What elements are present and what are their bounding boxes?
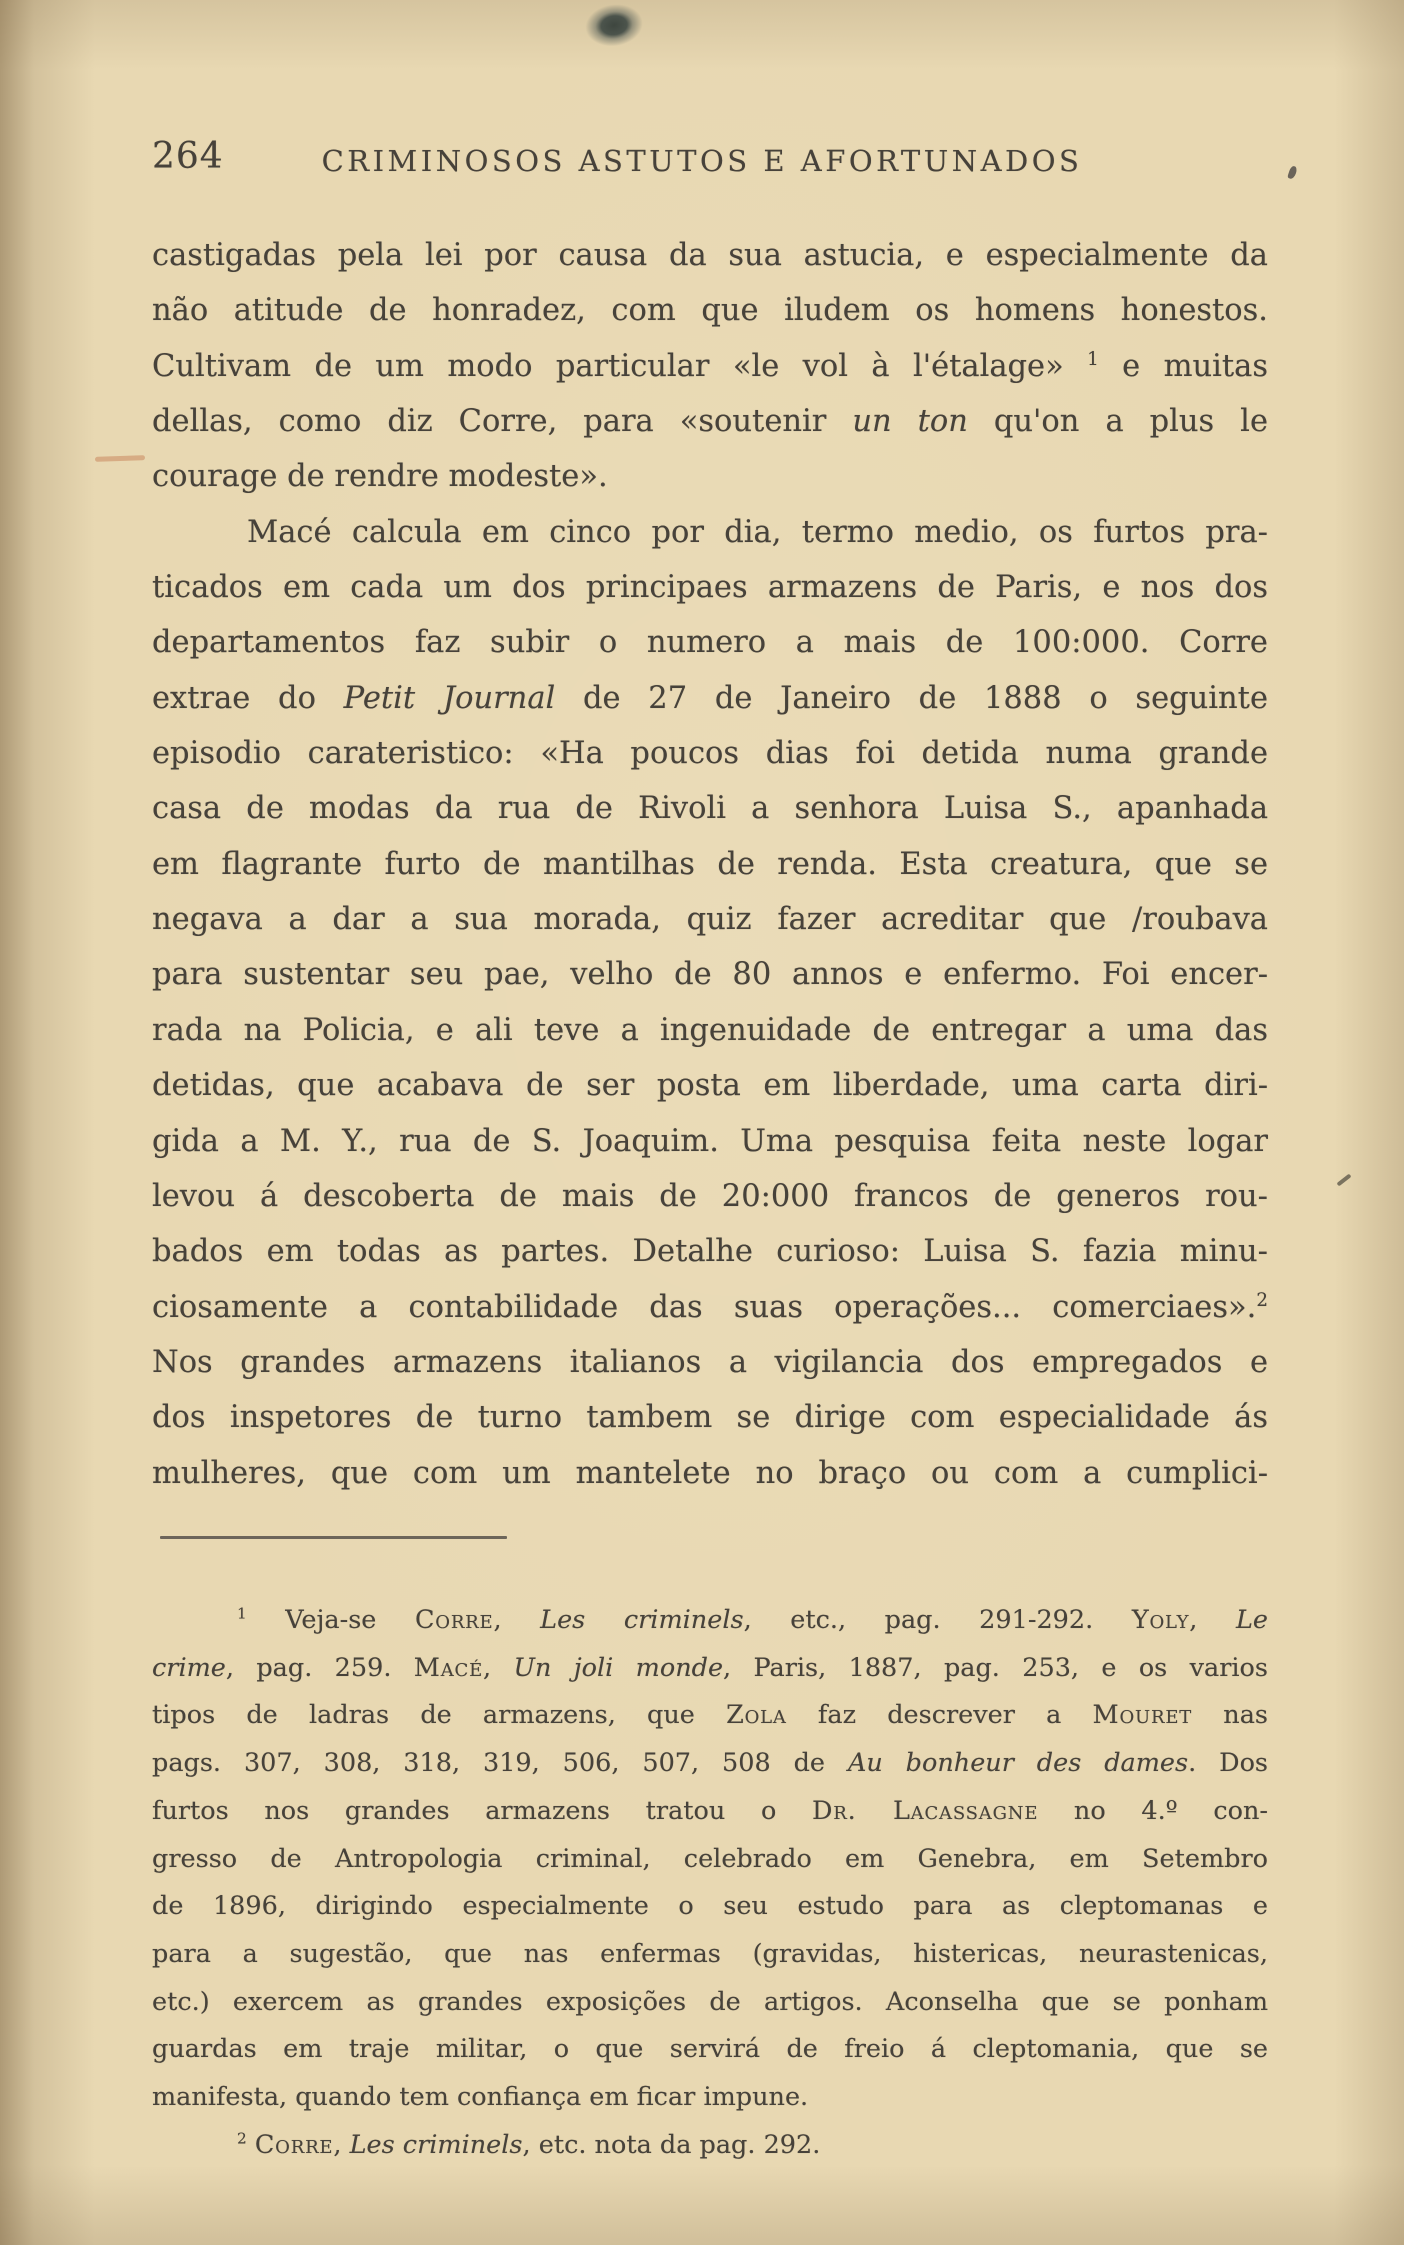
page-number: 264 [152, 136, 224, 177]
text-segment: de 1896, dirigindo especialmente o seu estudo para as cleptomanas e [152, 1891, 1268, 1922]
text-line [152, 560, 1268, 615]
text-segment: furtos nos grandes armazens tratou o [152, 1795, 812, 1826]
text-segment: rada na Policia, e ali teve a ingenuidade de entregar a uma das [152, 1012, 1268, 1048]
text-segment: nas [1192, 1700, 1269, 1731]
text-segment: , etc. nota da pag. 292. [522, 2129, 821, 2160]
text-line [152, 892, 1268, 947]
text-line [152, 449, 1268, 504]
text-line [152, 2122, 1268, 2170]
text-line [152, 781, 1268, 836]
text-segment: , pag. 259. [225, 1652, 414, 1683]
text-segment: faz descrever a [786, 1700, 1093, 1731]
text-segment: Veja-se [246, 1605, 415, 1635]
text-segment: , [333, 2129, 350, 2160]
text-line [152, 228, 1268, 283]
footnote-marker: 2 [237, 2129, 247, 2148]
text-segment: castigadas pela lei por causa da sua astucia, e especialmente da [152, 238, 1268, 273]
left-margin-dash-artifact [95, 455, 145, 462]
text-segment: Les criminels [349, 2129, 523, 2160]
footnote-marker: 2 [1256, 1289, 1268, 1311]
text-segment: Corre [254, 2129, 334, 2160]
text-segment: negava a dar a sua morada, quiz fazer acreditar que /roubava [152, 902, 1268, 938]
text-segment: ciosamente a contabilidade das suas operações... comerciaes». [152, 1289, 1257, 1325]
text-segment: casa de modas da rua de Rivoli a senhora Luisa S., apanhada [152, 791, 1268, 827]
text-line [152, 1335, 1268, 1390]
text-segment: detidas, que acabava de ser posta em liberdade, uma carta diri- [152, 1068, 1268, 1104]
text-segment: gida a M. Y., rua de S. Joaquim. Uma pesquisa feita neste logar [152, 1123, 1268, 1159]
text-segment [247, 2130, 255, 2160]
text-line [152, 283, 1268, 338]
text-line [152, 1883, 1268, 1931]
text-segment: mulheres, que com um mantelete no braço ou com a cumplici- [152, 1455, 1268, 1491]
text-line [152, 1390, 1268, 1445]
text-line [152, 1058, 1268, 1113]
text-segment: manifesta, quando tem confiança em ficar impune. [152, 2082, 809, 2113]
text-line [152, 1169, 1268, 1224]
text-line [152, 1003, 1268, 1058]
text-segment: un ton [852, 404, 968, 440]
text-segment: não atitude de honradez, com que iludem os homens honestos. [152, 293, 1268, 329]
ink-smudge-artifact [583, 0, 654, 60]
text-segment: episodio carateristico: «Ha poucos dias foi detida numa grande [152, 736, 1268, 772]
text-line [152, 1836, 1268, 1884]
text-segment: extrae do [152, 680, 344, 716]
text-line [152, 726, 1268, 781]
text-segment: pags. 307, 308, 318, 319, 506, 507, 508 de [152, 1748, 848, 1779]
text-line [152, 2074, 1268, 2122]
text-segment: Un joli monde [513, 1652, 724, 1683]
text-segment: Au bonheur des dames [847, 1748, 1189, 1779]
text-line [152, 2026, 1268, 2074]
text-segment: e muitas [1098, 348, 1268, 384]
footnote-marker: 1 [237, 1604, 247, 1623]
text-line [152, 394, 1268, 449]
text-segment: em flagrante furto de mantilhas de renda. Esta creatura, que se [152, 846, 1268, 882]
text-line [152, 505, 1268, 560]
text-segment: Dr. Lacassagne [811, 1795, 1039, 1826]
text-line [152, 615, 1268, 670]
text-line [152, 1224, 1268, 1279]
text-segment: gresso de Antropologia criminal, celebrado em Genebra, em Setembro [152, 1843, 1268, 1874]
text-segment: , Paris, 1887, pag. 253, e os varios [723, 1652, 1268, 1683]
text-segment: departamentos faz subir o numero a mais de 100:000. Corre [152, 625, 1268, 661]
text-line [152, 1692, 1268, 1740]
footnotes [152, 1597, 1268, 2169]
text-line [152, 1280, 1268, 1335]
text-segment: para a sugestão, que nas enfermas (gravidas, histericas, neurastenicas, [152, 1938, 1268, 1969]
text-segment: levou á descoberta de mais de 20:000 francos de generos rou- [152, 1178, 1268, 1214]
text-segment: Mouret [1092, 1700, 1193, 1731]
text-segment: , [1189, 1605, 1236, 1635]
text-segment: Cultivam de um modo particular «le vol à l'étalage» [152, 348, 1088, 384]
text-segment: dos inspetores de turno tambem se dirige com especialidade ás [152, 1400, 1268, 1436]
text-segment: no 4.º con- [1038, 1795, 1268, 1826]
text-line [152, 339, 1268, 394]
text-segment: Yoly [1131, 1605, 1190, 1635]
text-segment: Corre [414, 1605, 494, 1635]
text-segment: ticados em cada um dos principaes armazens de Paris, e nos dos [152, 570, 1268, 606]
text-segment: Les criminels [540, 1605, 744, 1635]
text-segment: bados em todas as partes. Detalhe curioso: Luisa S. fazia minu- [152, 1234, 1268, 1270]
text-segment: Zola [726, 1700, 787, 1731]
text-line [152, 1446, 1268, 1501]
footnote-separator-rule [160, 1536, 507, 1539]
right-margin-tick-artifact [1336, 1173, 1351, 1186]
text-segment: , etc., pag. 291-292. [743, 1605, 1132, 1635]
body-text [152, 228, 1268, 1501]
text-line [152, 947, 1268, 1002]
text-segment: guardas em traje militar, o que servirá de freio á cleptomania, que se [152, 2034, 1268, 2065]
text-line [152, 1114, 1268, 1169]
text-segment: tipos de ladras de armazens, que [152, 1700, 727, 1731]
text-segment: dellas, como diz Corre, para «soutenir [152, 404, 853, 440]
text-line [152, 1645, 1268, 1693]
text-line [152, 1979, 1268, 2027]
text-segment: . Dos [1188, 1748, 1269, 1779]
text-segment: , [493, 1605, 541, 1635]
text-line [152, 1788, 1268, 1836]
text-segment: Petit Journal [343, 680, 556, 716]
running-title: CRIMINOSOS ASTUTOS E AFORTUNADOS [321, 144, 1083, 178]
text-line [152, 1597, 1268, 1645]
text-segment: , [483, 1652, 514, 1683]
text-segment: Macé [413, 1652, 484, 1683]
text-segment: courage de rendre modeste». [152, 459, 608, 495]
text-segment: etc.) exercem as grandes exposições de artigos. Aconselha que se ponham [152, 1986, 1268, 2017]
text-segment: crime [152, 1652, 226, 1683]
text-segment: para sustentar seu pae, velho de 80 annos e enfermo. Foi encer- [152, 957, 1268, 993]
text-segment: qu'on a plus le [967, 404, 1268, 440]
text-segment: de 27 de Janeiro de 1888 o seguinte [555, 680, 1268, 716]
text-segment: Macé calcula em cinco por dia, termo medio, os furtos pra- [247, 514, 1268, 550]
text-line [152, 837, 1268, 892]
text-line [152, 671, 1268, 726]
text-line [152, 1931, 1268, 1979]
footnote-marker: 1 [1087, 348, 1099, 370]
text-segment: Nos grandes armazens italianos a vigilancia dos empregados e [152, 1344, 1268, 1380]
text-segment: Le [1235, 1605, 1269, 1635]
text-line [152, 1740, 1268, 1788]
